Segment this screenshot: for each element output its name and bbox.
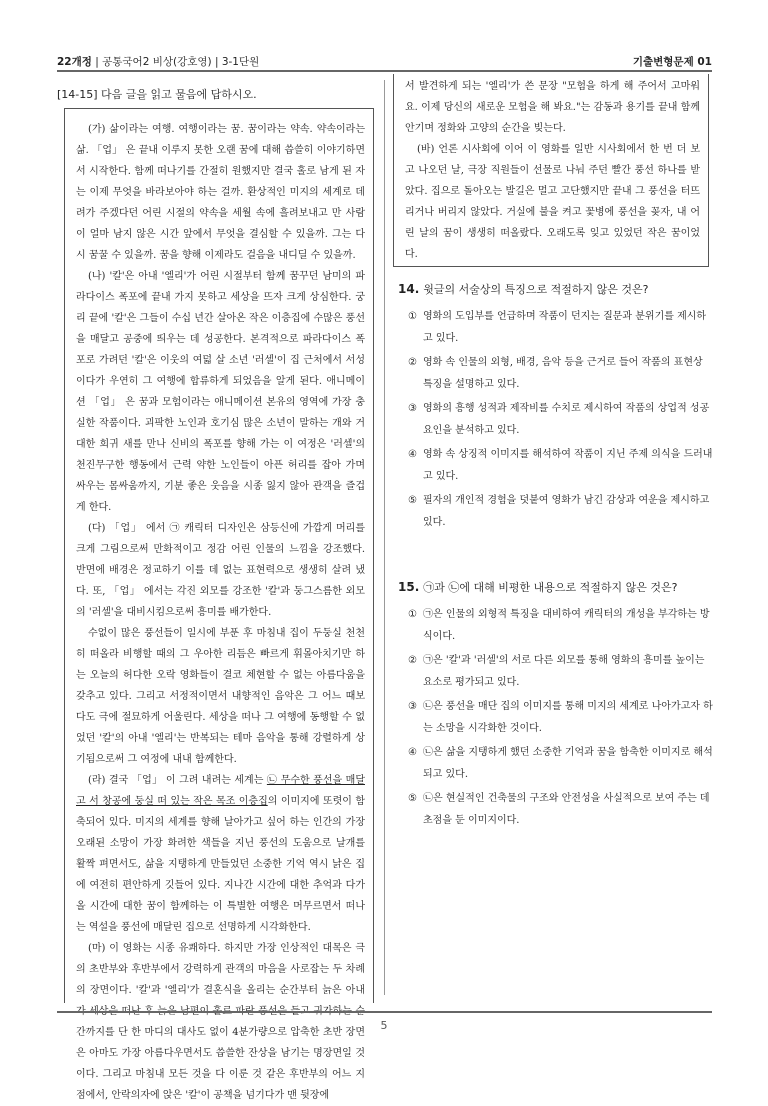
question-15-choices [398,604,714,834]
choice-text: 영화의 흥행 성적과 제작비를 수치로 제시하여 작품의 상업적 성공 요인을 분석하고 있다. [423,403,710,436]
paragraph-text: (라) 결국 「업」 이 그려 내려는 세계는 [88,775,267,786]
passage-paragraph-ga: (가) 삶이라는 여행. 여행이라는 꿈. 꿈이라는 약속. 약속이라는 삶. 「업」 은 끝내 이루지 못한 오랜 꿈에 대해 씁쓸히 이야기하면서 시작한다. 함께 떠나기를 간절히 원했지만 결국 홀로 남게 된 자는 이제 무엇을 바라보아야 하는 걸까. 환상적인 미지의 세계로 데려가 주겠다던 어린 시절의 약속을 세월 속에 흘려보내고 만 사람이 얼마 남지 않은 시간 앞에서 무엇을 결심할 수 있을까. 그는 다시 꿈꿀 수 있을까. 꿈을 향해 이제라도 걸음을 내디딜 수 있을까. [76,124,365,261]
passage-box [64,108,374,1101]
q14-choice-3[interactable] [398,398,714,442]
passage-paragraph-da [76,518,365,623]
passage-continued-box [393,74,709,267]
passage-paragraph-ma-cont: 서 발견하게 되는 '엘리'가 쓴 문장 "모험을 하게 해 주어서 고마워요. 이제 당신의 새로운 모험을 해 봐요."는 감동과 용기를 끝내 함께 안기며 정화와 고양의 순간을 빚는다. [405,81,700,134]
header-title: 기출변형문제 01 [632,56,712,68]
choice-number: ③ [408,403,417,414]
q15-choice-4[interactable] [398,742,714,786]
header-curriculum: 22개정 [57,56,92,68]
header-divider [57,70,712,72]
question-14-number: 14. [398,282,420,296]
q14-choice-2[interactable] [398,352,714,396]
choice-number: ① [408,311,417,322]
choice-text: 영화 속 인물의 외형, 배경, 음악 등을 근거로 들어 작품의 표현상 특징을 설명하고 있다. [423,357,703,390]
passage-paragraph-ra [76,770,365,938]
question-15-number: 15. [398,580,420,594]
choice-number: ① [408,609,417,620]
choice-number: ⑤ [408,495,417,506]
q14-choice-5[interactable] [398,490,714,534]
choice-number: ② [408,655,417,666]
choice-text: 필자의 개인적 경험을 덧붙여 영화가 남긴 감상과 여운을 제시하고 있다. [423,495,710,528]
choice-number: ④ [408,747,417,758]
header-course-info [57,54,259,69]
q15-choice-5[interactable] [398,788,714,832]
choice-number: ② [408,357,417,368]
passage-paragraph-na: (나) '칼'은 아내 '엘리'가 어린 시절부터 함께 꿈꾸던 남미의 파라다이스 폭포에 끝내 가지 못하고 세상을 뜨자 크게 상심한다. 궁리 끝에 '칼'은 그들이 수십 년간 살아온 작은 이층집에 수많은 풍선을 매달고 공중에 띄우는 데 성공한다. 본격적으로 파라다이스 폭포로 가려던 '칼'은 이웃의 여덟 살 소년 '러셀'이 집 근처에서 서성이다가 우연히 그 여행에 합류하게 되었음을 알게 된다. 애니메이션 「업」 은 꿈과 모험이라는 애니메이션 본유의 영역에 가장 충실한 작품이다. 괴팍한 노인과 호기심 많은 소년이 말하는 개와 거대한 희귀 새를 만나 신비의 폭포를 향해 가는 이 여정은 '러셀'의 천진무구한 행동에서 근력 약한 노인들이 아픈 허리를 잡아 가며 싸우는 몸싸움까지, 기분 좋은 웃음을 시종 잃지 않아 관객을 즐겁게 한다. [76,271,365,513]
question-14-stem [398,281,712,297]
page-number: 5 [380,1019,388,1032]
header-course: | 공통국어2 비상(강호영) | 3-1단원 [91,56,260,68]
q15-choice-3[interactable] [398,696,714,740]
marker-a: ㉠ 캐릭터 디자인 [169,523,247,534]
choice-text: ㉡은 현실적인 건축물의 구조와 안전성을 사실적으로 보여 주는 데 초점을 둔 이미지이다. [423,793,710,826]
footer-divider [57,1011,712,1013]
choice-text: 영화 속 상징적 이미지를 해석하여 작품이 지닌 주제 의식을 드러내고 있다. [423,449,713,482]
choice-text: 영화의 도입부를 언급하며 작품이 던지는 질문과 분위기를 제시하고 있다. [423,311,707,344]
choice-number: ④ [408,449,417,460]
paragraph-text: 은 삼등신에 가깝게 머리를 크게 그림으로써 만화적이고 정감 어린 인물의 느낌을 강조했다. 반면에 배경은 정교하기 이를 데 없는 표현력으로 생생히 살려 냈다. 또, 「업」 에서는 각진 외모를 강조한 '칼'과 둥그스름한 외모의 '러셀'을 대비시킴으로써 흥미를 배가한다. [76,523,366,618]
instruction: [14-15] 다음 글을 읽고 물음에 답하시오. [57,88,257,101]
passage-paragraph-ba: (바) 언론 시사회에 이어 이 영화를 일반 시사회에서 한 번 더 보고 나오던 날, 극장 직원들이 선물로 나눠 주던 빨간 풍선 하나를 받았다. 집으로 돌아오는 발길은 멀고 고단했지만 끝내 그 풍선을 터뜨리거나 버리지 않았다. 거실에 불을 켜고 꽃병에 풍선을 꽂자, 내 어린 날의 꿈이 생생히 떠올랐다. 오래도록 잊고 있었던 작은 꿈이었다. [405,144,700,260]
choice-text: ㉠은 인물의 외형적 특징을 대비하여 캐릭터의 개성을 부각하는 방식이다. [423,609,710,642]
page-header [57,50,712,70]
choice-text: ㉡은 풍선을 매단 집의 이미지를 통해 미지의 세계로 나아가고자 하는 소망을 시각화한 것이다. [423,701,713,734]
passage-paragraph-music: 수없이 많은 풍선들이 일시에 부푼 후 마침내 집이 두둥실 천천히 떠올라 비행할 때의 그 우아한 리듬은 빠르게 휘몰아치기만 하는 오늘의 허다한 오락 영화들이 결코 체현할 수 없는 아름다움을 갖추고 있다. 그리고 서정적이면서 내향적인 음악은 그 어느 때보다도 극에 절묘하게 어울린다. 세상을 떠나 그 여행에 동행할 수 없었던 '칼'의 아내 '엘리'는 반복되는 테마 음악을 통해 강렬하게 상기됨으로써 그 여정에 내내 함께한다. [76,628,365,765]
question-14-text: 윗글의 서술상의 특징으로 적절하지 않은 것은? [423,283,649,296]
question-15-text: ㉠과 ㉡에 대해 비평한 내용으로 적절하지 않은 것은? [423,581,678,594]
passage-paragraph-ma: (마) 이 영화는 시종 유쾌하다. 하지만 가장 인상적인 대목은 극의 초반부와 후반부에서 강력하게 관객의 마음을 사로잡는 두 차례의 장면이다. '칼'과 '엘리'가 결혼식을 올리는 순간부터 늙은 아내 간까지를 단 한 마디의 대사도 없이 4분가량으로 압축한 초반 장면은 아마도 가장 아름다우면서도 씁쓸한 잔상을 남기는 명장면일 것이다. 그리고 마침내 모든 것을 다 이룬 것 같은 후반부의 어느 지점에서, 안락의자에 앉은 '칼'이 공책을 넘기다가 맨 뒷장에 [76,943,365,1101]
choice-text: ㉡은 삶을 지탱하게 했던 소중한 기억과 꿈을 함축한 이미지로 해석되고 있다. [423,747,713,780]
paragraph-text: 의 이미지에 또렷이 함축되어 있다. 미지의 세계를 향해 날아가고 싶어 하는 인간의 가장 오래된 소망이 가장 화려한 색들을 지닌 풍선의 도움으로 날개를 활짝 펴면서도, 삶을 지탱하게 만들었던 소중한 기억 역시 낡은 집에 여전히 편안하게 깃들어 있다. 지나간 시간에 대한 추억과 다가올 시간에 대한 꿈이 함께하는 이 특별한 여행은 머무르면서 떠나는 역설을 풍선에 매달린 집으로 선명하게 시각화한다. [76,796,365,933]
choice-number: ③ [408,701,417,712]
marker-b: ㉡ 무수한 풍선을 매달고 서 창공에 둥실 떠 있는 작은 목조 이층집 [76,775,365,807]
q15-choice-1[interactable] [398,604,714,648]
paragraph-text: (다) 「업」 에서 [88,523,170,534]
q14-choice-1[interactable] [398,306,714,350]
choice-text: ㉠은 '칼'과 '러셀'의 서로 다른 외모를 통해 영화의 흥미를 높이는 요소로 평가되고 있다. [423,655,705,688]
q15-choice-2[interactable] [398,650,714,694]
column-divider [384,80,385,995]
q14-choice-4[interactable] [398,444,714,488]
choice-number: ⑤ [408,793,417,804]
question-14-choices [398,306,714,536]
question-15-stem [398,579,712,595]
